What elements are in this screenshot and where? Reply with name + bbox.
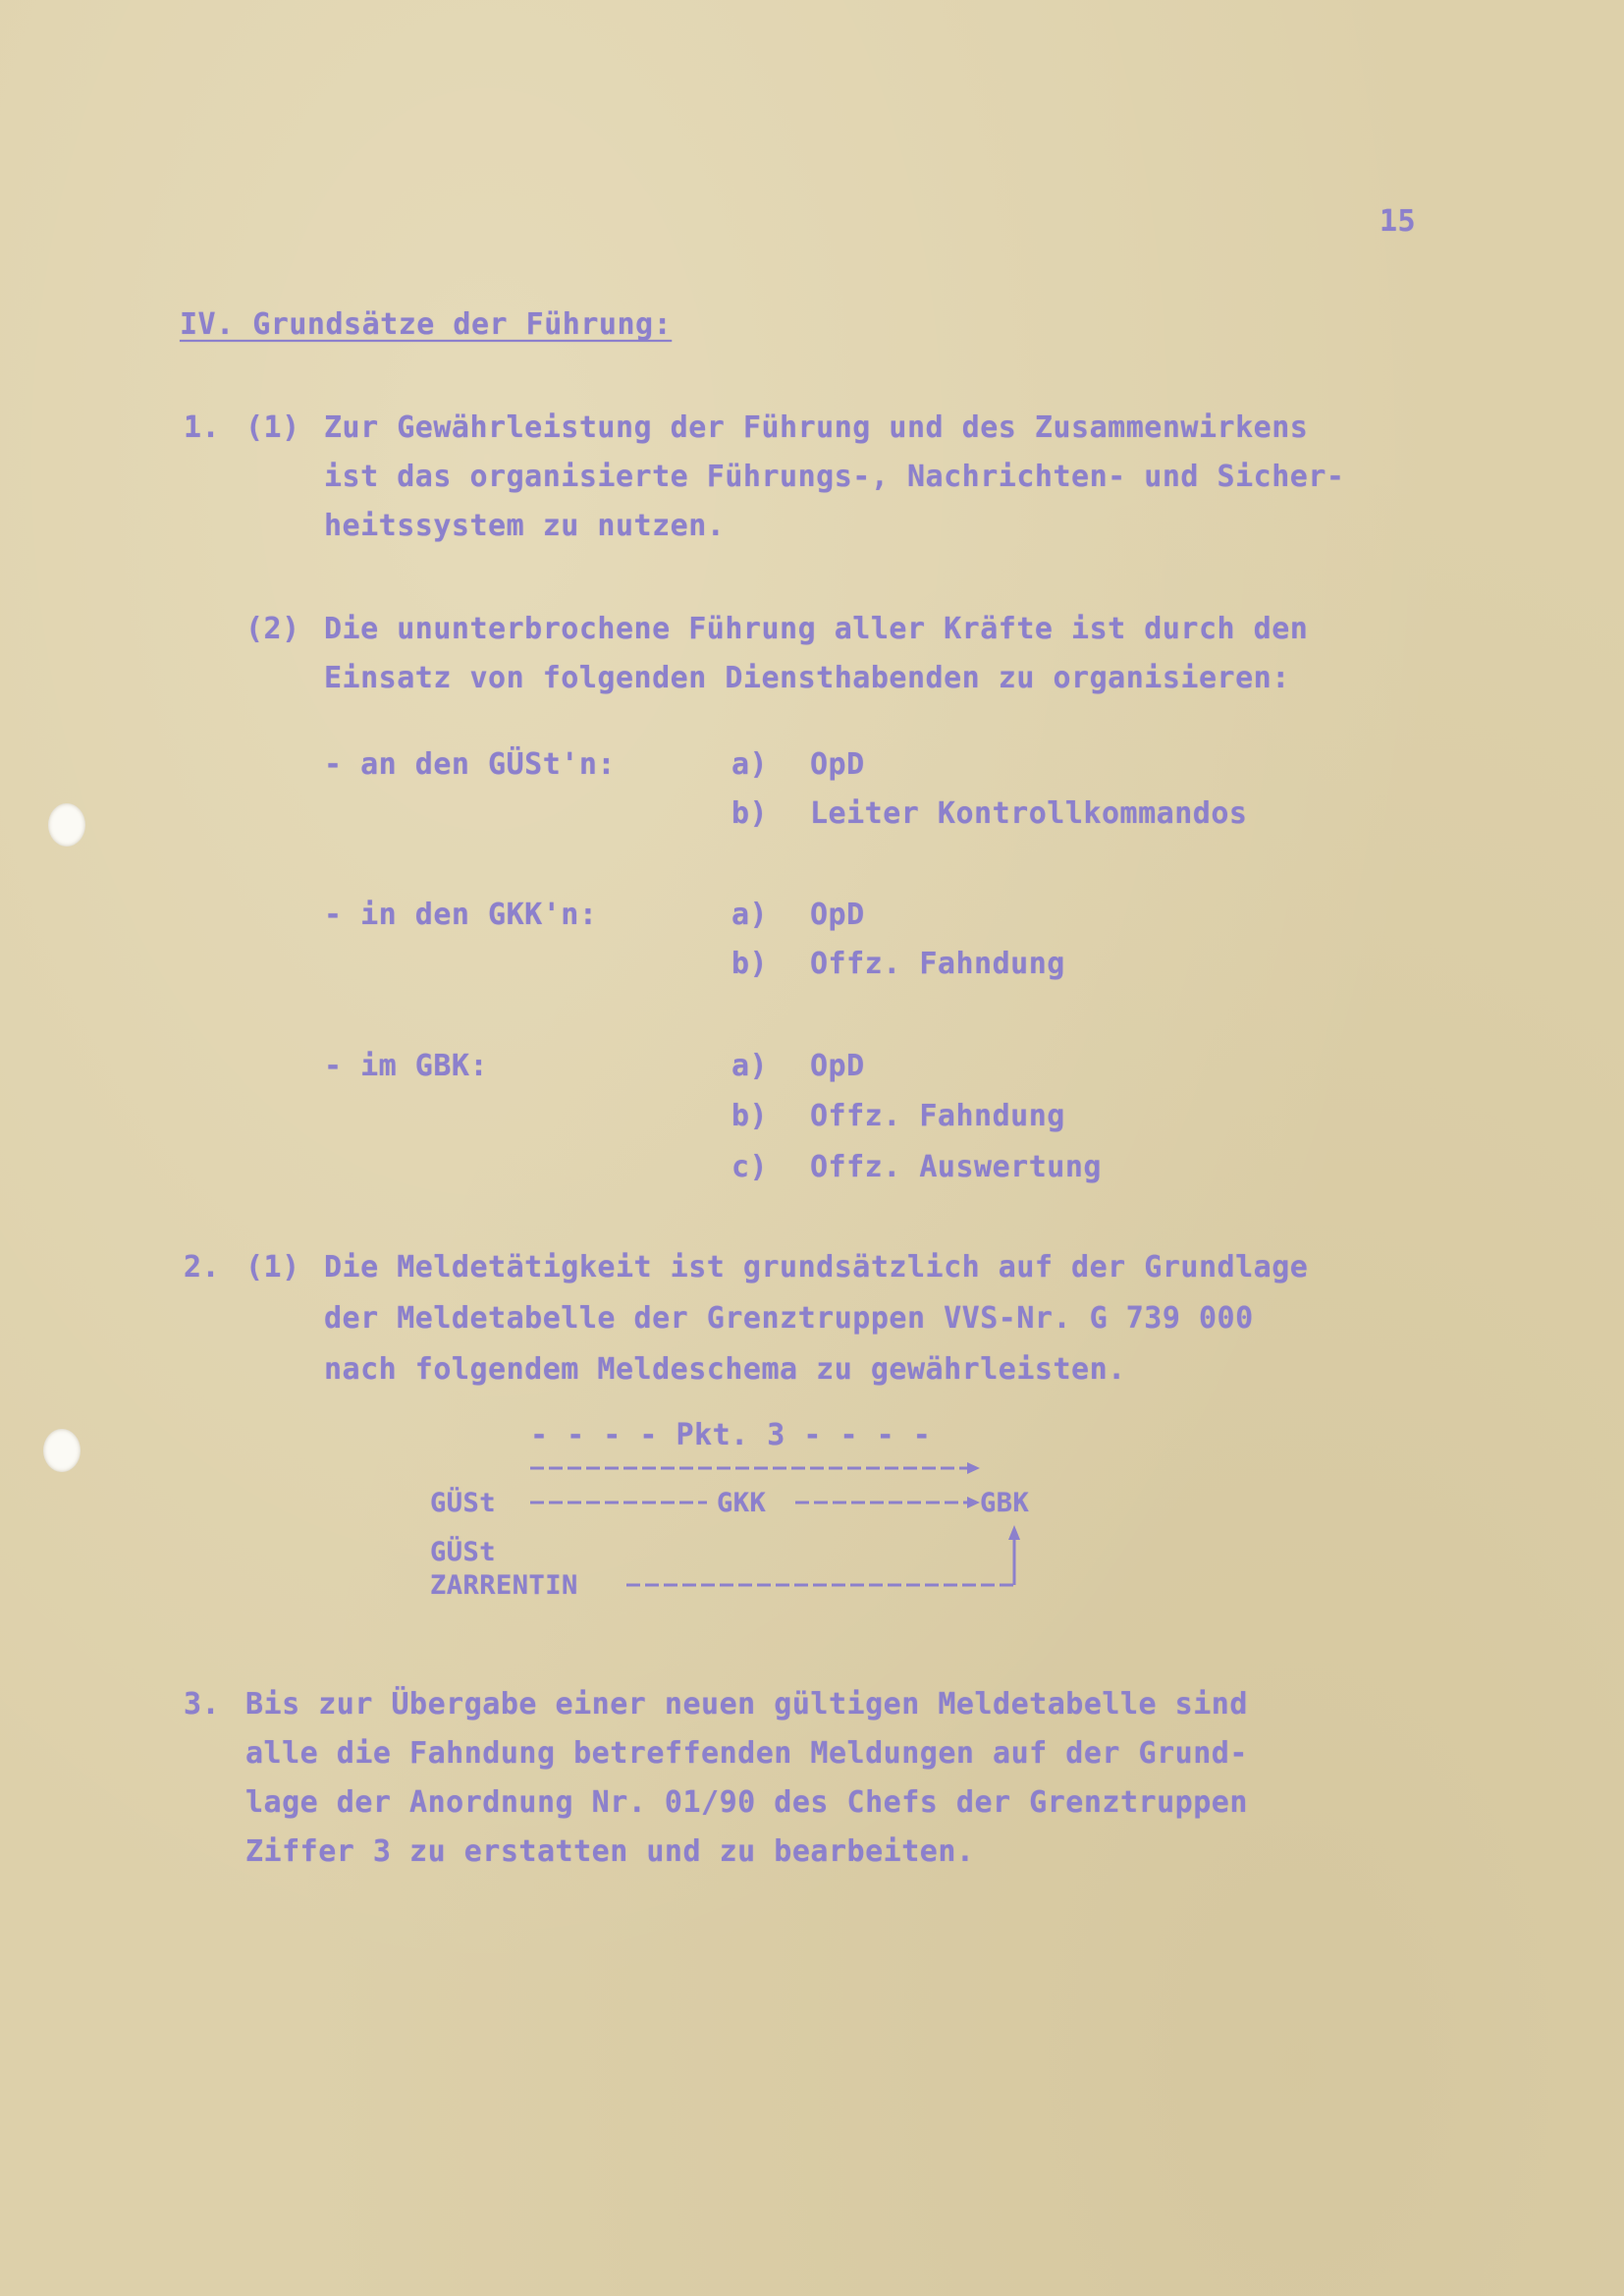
section-1-number: 1.: [184, 410, 221, 445]
section-3-line: alle die Fahndung betreffenden Meldungen auf der Grund-: [245, 1736, 1248, 1771]
duty-letter: b): [731, 947, 769, 981]
section-heading: IV. Grundsätze der Führung:: [180, 307, 673, 342]
scheme-node-gust: GÜSt: [430, 1488, 497, 1518]
duty-role: OpD: [810, 1049, 865, 1083]
section-2-line: nach folgendem Meldeschema zu gewährleisten.: [324, 1352, 1126, 1387]
gbk-arrowhead: [967, 1497, 980, 1508]
scheme-node-gust-2: GÜSt: [430, 1537, 497, 1567]
section-1-para-1-marker: (1): [245, 410, 300, 445]
section-1-para-1-line: heitssystem zu nutzen.: [324, 509, 726, 543]
duty-letter: b): [731, 1099, 769, 1133]
section-3-line: Bis zur Übergabe einer neuen gültigen Meldetabelle sind: [245, 1687, 1248, 1722]
duty-role: OpD: [810, 747, 865, 782]
duty-role: Offz. Fahndung: [810, 947, 1065, 981]
page-number: 15: [1380, 204, 1417, 239]
scheme-node-gbk: GBK: [980, 1488, 1030, 1518]
section-3-number: 3.: [184, 1687, 221, 1722]
zarrentin-arrowhead: [1008, 1525, 1020, 1540]
section-2-line: der Meldetabelle der Grenztruppen VVS-Nr. G 739 000: [324, 1301, 1254, 1336]
duty-role: Leiter Kontrollkommandos: [810, 796, 1248, 831]
section-1-para-1-line: Zur Gewährleistung der Führung und des Zusammenwirkens: [324, 410, 1309, 445]
duty-letter: c): [731, 1150, 769, 1184]
duty-letter: a): [731, 747, 769, 782]
section-2-number: 2.: [184, 1250, 221, 1285]
section-3-line: Ziffer 3 zu erstatten und zu bearbeiten.: [245, 1834, 975, 1869]
scheme-node-gkk: GKK: [717, 1488, 767, 1518]
scheme-top-label: - - - - Pkt. 3 - - - -: [530, 1418, 932, 1452]
duty-location: - im GBK:: [324, 1049, 489, 1083]
section-1-para-1-line: ist das organisierte Führungs-, Nachrichten- und Sicher-: [324, 460, 1345, 494]
section-2-para-1-marker: (1): [245, 1250, 300, 1285]
section-2-line: Die Meldetätigkeit ist grundsätzlich auf der Grundlage: [324, 1250, 1309, 1285]
duty-role: OpD: [810, 898, 865, 932]
duty-letter: a): [731, 898, 769, 932]
section-3-line: lage der Anordnung Nr. 01/90 des Chefs der Grenztruppen: [245, 1785, 1248, 1820]
section-1-para-2-line: Die ununterbrochene Führung aller Kräfte ist durch den: [324, 612, 1309, 646]
duty-location: - in den GKK'n:: [324, 898, 598, 932]
section-1-para-2-marker: (2): [245, 612, 300, 646]
duty-role: Offz. Fahndung: [810, 1099, 1065, 1133]
section-1-para-2-line: Einsatz von folgenden Diensthabenden zu organisieren:: [324, 661, 1290, 695]
scheme-node-zarrentin: ZARRENTIN: [430, 1570, 578, 1601]
duty-letter: b): [731, 796, 769, 831]
duty-letter: a): [731, 1049, 769, 1083]
pkt3-arrowhead: [967, 1462, 980, 1474]
duty-location: - an den GÜSt'n:: [324, 747, 616, 782]
duty-role: Offz. Auswertung: [810, 1150, 1102, 1184]
